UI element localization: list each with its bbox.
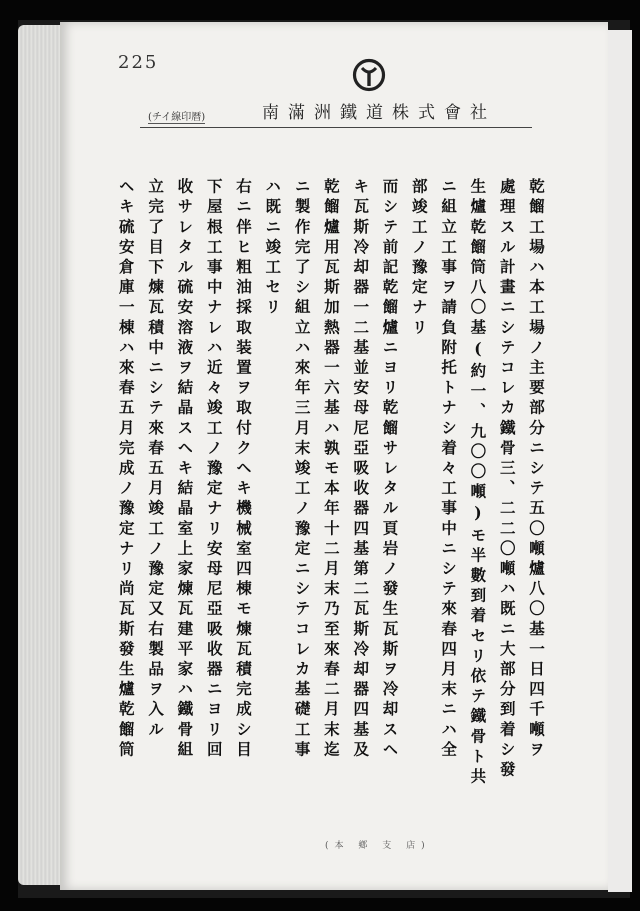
text-column: ハ既ニ竣工セリ	[263, 178, 283, 319]
text-column: 下屋根工事中ナレハ近々竣工ノ豫定ナリ安母尼亞吸收器ニヨリ回	[204, 178, 224, 761]
facing-page-edge	[608, 30, 632, 892]
text-column: 生爐乾餾筒八〇基(約一、九〇〇噸)モ半數到着セリ依テ鐵骨ト共	[468, 178, 488, 788]
text-column: 處理スル計畫ニシテコレカ鐵骨三、二二〇噸ハ既ニ大部分到着シ發	[497, 178, 517, 781]
text-column: 右ニ伴ヒ粗油採取装置ヲ取付クヘキ機械室四棟モ煉瓦積完成シ目	[234, 178, 253, 761]
footer-text: (本 鄕 支 店)	[325, 841, 431, 851]
text-column: 而シテ前記乾餾爐ニヨリ乾餾サレタル頁岩ノ發生瓦斯ヲ冷却スヘ	[380, 178, 400, 761]
text-column: 乾餾爐用瓦斯加熱器一六基ハ孰モ本年十二月末乃至來春二月末迄	[321, 178, 341, 761]
text-column: 乾餾工場ハ本工場ノ主要部分ニシテ五〇噸爐八〇基一日四千噸ヲ	[527, 178, 546, 761]
text-column: 立完了目下煉瓦積中ニシテ來春五月竣工ノ豫定又右製品ヲ入ル	[146, 178, 166, 741]
text-column: ヘキ硫安倉庫一棟ハ來春五月完成ノ豫定ナリ尚瓦斯發生爐乾餾筒	[116, 178, 136, 761]
page-number: 225	[118, 52, 159, 73]
text-column: 收サレタル硫安溶液ヲ結晶スヘキ結晶室上家煉瓦建平家ハ鐵骨組	[175, 178, 195, 761]
company-logo-icon	[352, 58, 386, 92]
text-column: 部竣工ノ豫定ナリ	[409, 178, 429, 339]
header-rule	[140, 127, 532, 128]
header-small-label: (チイ線印暦)	[148, 108, 205, 124]
company-name: 南滿洲鐵道株式會社	[262, 103, 496, 123]
text-column: ニ組立工事ヲ請負附托トナシ着々工事中ニシテ來春四月末ニハ全	[439, 178, 459, 761]
text-column: ニ製作完了シ組立ハ來年三月末竣工ノ豫定ニシテコレカ基礎工事	[292, 178, 312, 761]
text-column: キ瓦斯冷却器一二基並安母尼亞吸收器四基第二瓦斯冷却器四基及	[351, 178, 371, 761]
